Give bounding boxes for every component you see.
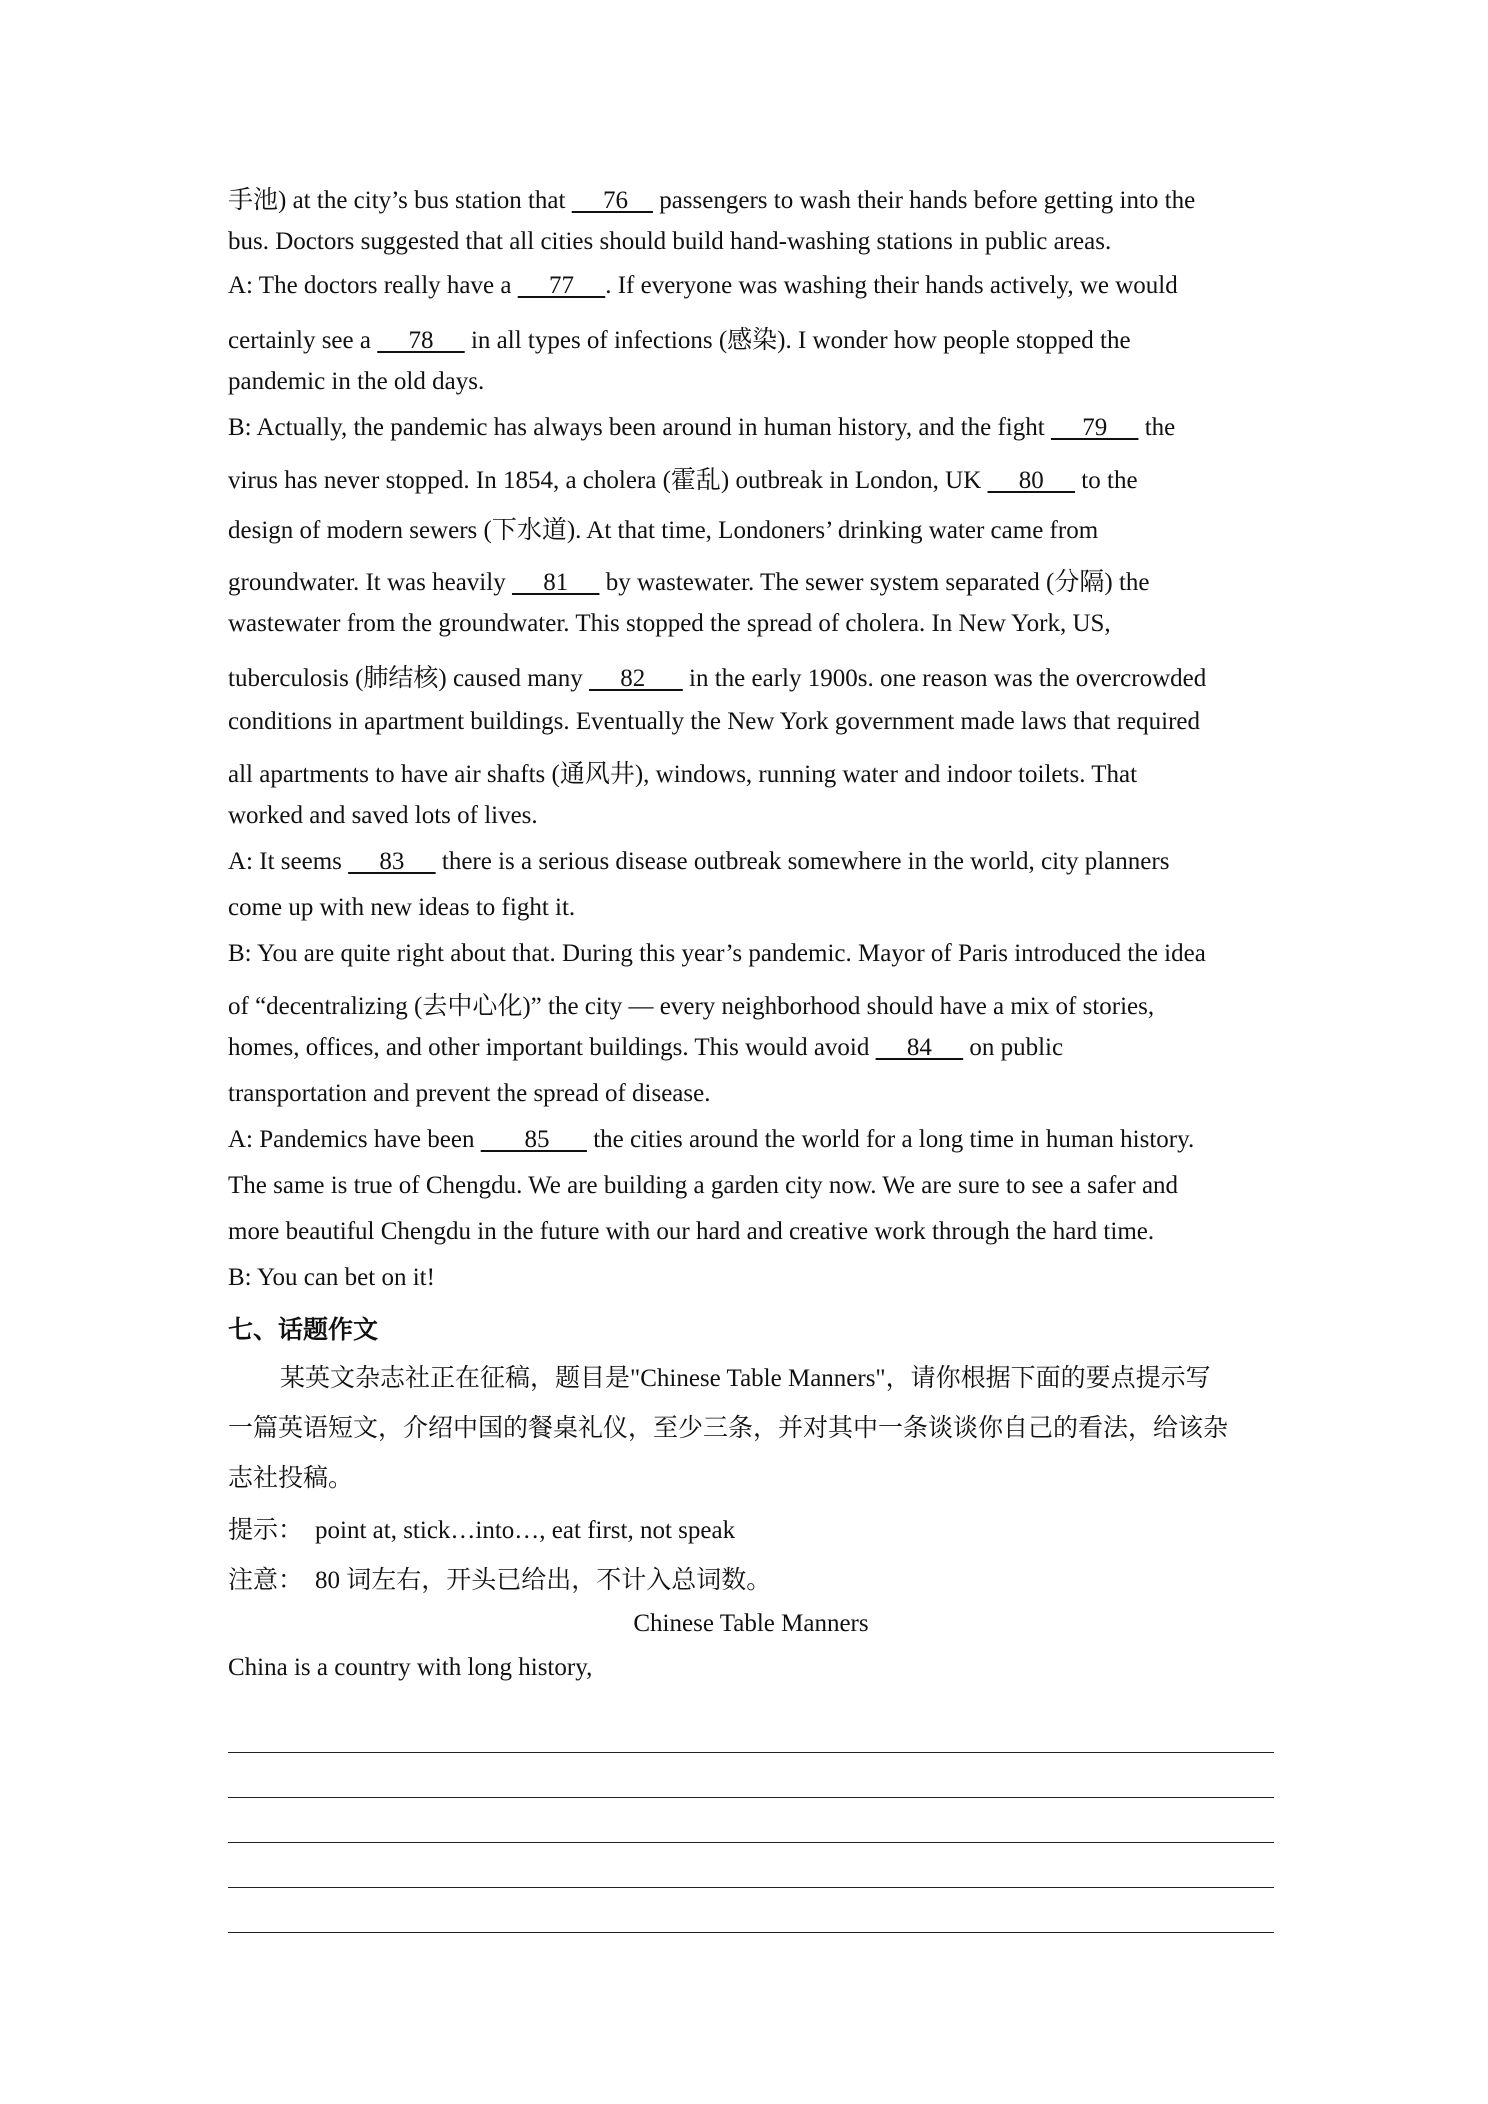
- text-segment: there is a serious disease outbreak somewhere in the world, city planners: [435, 848, 1170, 875]
- blank-79[interactable]: 79: [1050, 414, 1139, 441]
- dialogue-line-21: [228, 1126, 1194, 1154]
- dialogue-line-18: of “decentralizing (去中心化)” the city — every neighborhood should have a mix of stories,: [228, 993, 1155, 1020]
- text-segment: A: Pandemics have been: [228, 1126, 481, 1153]
- dialogue-line-17: B: You are quite right about that. During this year’s pandemic. Mayor of Paris introduced the idea: [228, 940, 1206, 967]
- dialogue-line-13: all apartments to have air shafts (通风井), windows, running water and indoor toilets. That: [228, 761, 1138, 788]
- dialogue-line-4: [228, 320, 1131, 356]
- blank-84[interactable]: 84: [875, 1034, 964, 1061]
- text-segment: 手池) at the city’s bus station that: [228, 187, 572, 214]
- essay-start: China is a country with long history,: [228, 1654, 593, 1681]
- text-segment: tuberculosis (肺结核) caused many: [228, 665, 590, 692]
- text-segment: to the: [1075, 467, 1138, 494]
- dialogue-line-19: [228, 1034, 1063, 1062]
- writing-line-1[interactable]: [228, 1752, 1274, 1753]
- hint-text: point at, stick…into…, eat first, not speak: [315, 1517, 736, 1544]
- dialogue-line-20: transportation and prevent the spread of disease.: [228, 1080, 711, 1107]
- prompt-line-3: 志社投稿。: [228, 1465, 354, 1492]
- dialogue-line-24: B: You can bet on it!: [228, 1264, 435, 1291]
- text-segment: groundwater. It was heavily: [228, 569, 512, 596]
- prompt-line-2: 一篇英语短文，介绍中国的餐桌礼仪，至少三条，并对其中一条谈谈你自己的看法，给该杂: [228, 1415, 1229, 1442]
- note-label: 注意：: [228, 1567, 304, 1594]
- dialogue-line-7: [228, 460, 1138, 496]
- dialogue-line-22: The same is true of Chengdu. We are building a garden city now. We are sure to see a safer and: [228, 1172, 1179, 1199]
- dialogue-line-8: design of modern sewers (下水道). At that time, Londoners’ drinking water came from: [228, 517, 1099, 544]
- text-segment: homes, offices, and other important buildings. This would avoid: [228, 1034, 876, 1061]
- prompt-line-1: 某英文杂志社正在征稿，题目是"Chinese Table Manners"，请你根据下面的要点提示写: [280, 1365, 1211, 1392]
- blank-78[interactable]: 78: [377, 327, 465, 354]
- blank-77[interactable]: 77: [517, 272, 606, 299]
- text-segment: the: [1138, 414, 1176, 441]
- dialogue-line-3: [228, 272, 1178, 300]
- blank-83[interactable]: 83: [348, 848, 436, 875]
- text-segment: in the early 1900s. one reason was the overcrowded: [682, 665, 1207, 692]
- dialogue-line-2: bus. Doctors suggested that all cities should build hand-washing stations in public areas.: [228, 228, 1112, 255]
- text-segment: passengers to wash their hands before getting into the: [652, 187, 1196, 214]
- dialogue-line-6: [228, 414, 1175, 442]
- text-segment: by wastewater. The sewer system separated (分隔) the: [599, 569, 1150, 596]
- text-segment: virus has never stopped. In 1854, a cholera (霍乱) outbreak in London, UK: [228, 467, 988, 494]
- dialogue-line-15: [228, 848, 1169, 876]
- dialogue-line-11: [228, 658, 1206, 694]
- blank-85[interactable]: 85: [480, 1126, 587, 1153]
- writing-line-3[interactable]: [228, 1842, 1274, 1843]
- text-segment: the cities around the world for a long time in human history.: [586, 1126, 1195, 1153]
- text-segment: . If everyone was washing their hands actively, we would: [605, 272, 1178, 299]
- blank-82[interactable]: 82: [589, 665, 683, 692]
- writing-line-5[interactable]: [228, 1932, 1274, 1933]
- essay-title: Chinese Table Manners: [633, 1610, 869, 1637]
- text-segment: in all types of infections (感染). I wonder how people stopped the: [464, 327, 1131, 354]
- text-segment: on public: [963, 1034, 1064, 1061]
- text-segment: A: The doctors really have a: [228, 272, 518, 299]
- dialogue-line-1: [228, 180, 1195, 216]
- dialogue-line-23: more beautiful Chengdu in the future with our hard and creative work through the hard time.: [228, 1218, 1155, 1245]
- note-line: [228, 1560, 771, 1596]
- dialogue-line-14: worked and saved lots of lives.: [228, 802, 538, 829]
- text-segment: B: Actually, the pandemic has always been around in human history, and the fight: [228, 414, 1051, 441]
- text-segment: certainly see a: [228, 327, 378, 354]
- hint-line: [228, 1510, 735, 1546]
- note-text: 80 词左右，开头已给出，不计入总词数。: [315, 1567, 772, 1594]
- dialogue-line-9: [228, 562, 1150, 598]
- writing-line-2[interactable]: [228, 1797, 1274, 1798]
- text-segment: A: It seems: [228, 848, 349, 875]
- dialogue-line-5: pandemic in the old days.: [228, 368, 485, 395]
- blank-76[interactable]: 76: [571, 187, 653, 214]
- section-title: 七、话题作文: [228, 1315, 379, 1344]
- blank-81[interactable]: 81: [511, 569, 600, 596]
- writing-line-4[interactable]: [228, 1887, 1274, 1888]
- hint-label: 提示：: [228, 1517, 304, 1544]
- dialogue-line-10: wastewater from the groundwater. This stopped the spread of cholera. In New York, US,: [228, 610, 1111, 637]
- blank-80[interactable]: 80: [987, 467, 1076, 494]
- dialogue-line-16: come up with new ideas to fight it.: [228, 894, 576, 921]
- dialogue-line-12: conditions in apartment buildings. Eventually the New York government made laws that required: [228, 708, 1201, 735]
